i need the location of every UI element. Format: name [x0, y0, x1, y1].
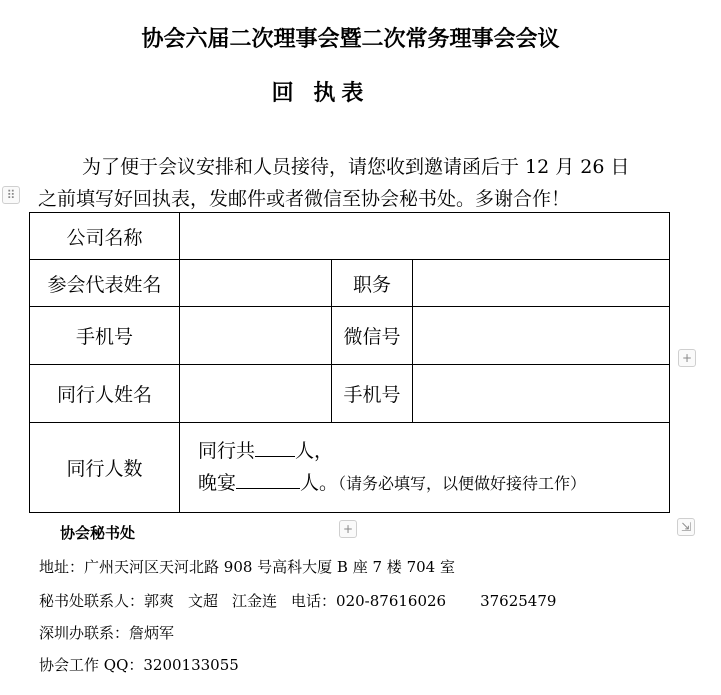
- document-subtitle: 回 执表: [271, 80, 370, 106]
- dinner-count-suffix: 人。: [300, 472, 339, 494]
- footer-phone-2: 37625479: [480, 592, 557, 610]
- dinner-count-blank[interactable]: [236, 468, 300, 489]
- footer-phone: 电话：020-87616026: [291, 592, 447, 610]
- companion-name-label: 同行人姓名: [30, 365, 180, 423]
- footer-shenzhen-contact: 深圳办联系：詹炳军: [39, 624, 175, 642]
- representative-name-label: 参会代表姓名: [30, 260, 180, 307]
- plus-icon[interactable]: +: [678, 349, 696, 367]
- footer-contact-1: 秘书处联系人：郭爽: [39, 592, 175, 610]
- companion-count-suffix: 人，: [295, 440, 334, 462]
- dinner-count-line: [180, 467, 669, 500]
- footer-contact-3: 江金连: [232, 592, 278, 610]
- representative-name-field[interactable]: [180, 260, 332, 307]
- document-title: 协会六届二次理事会暨二次常务理事会会议: [141, 26, 560, 52]
- intro-line-2: 之前填写好回执表，发邮件或者微信至协会秘书处。多谢合作！: [38, 188, 571, 210]
- dinner-note: （请务必填写，以便做好接待工作）: [338, 474, 587, 493]
- companion-count-cell[interactable]: [180, 423, 670, 513]
- intro-line-1: 为了便于会议安排和人员接待，请您收到邀请函后于 12 月 26 日: [82, 156, 630, 178]
- wechat-label: 微信号: [332, 307, 413, 365]
- position-label: 职务: [332, 260, 413, 307]
- company-name-label: 公司名称: [30, 213, 180, 260]
- wechat-field[interactable]: [413, 307, 670, 365]
- reply-form-table: [29, 212, 670, 513]
- resize-corner-icon[interactable]: ⇲: [677, 518, 695, 536]
- companion-count-label: 同行人数: [30, 423, 180, 513]
- position-field[interactable]: [413, 260, 670, 307]
- phone-label: 手机号: [30, 307, 180, 365]
- companion-name-field[interactable]: [180, 365, 332, 423]
- footer-org: 协会秘书处: [60, 524, 136, 542]
- footer-contact-2: 文超: [188, 592, 219, 610]
- companion-count-line: [180, 435, 669, 467]
- company-name-field[interactable]: [180, 213, 670, 260]
- companion-count-blank[interactable]: [255, 436, 295, 457]
- companion-phone-field[interactable]: [413, 365, 670, 423]
- phone-field[interactable]: [180, 307, 332, 365]
- move-handle-icon[interactable]: ⠿: [2, 186, 20, 204]
- companion-count-prefix: 同行共: [198, 440, 256, 462]
- footer-qq: 协会工作 QQ：3200133055: [39, 656, 239, 674]
- plus-icon[interactable]: +: [339, 520, 357, 538]
- footer-address: 地址：广州天河区天河北路 908 号高科大厦 B 座 7 楼 704 室: [39, 558, 455, 576]
- companion-phone-label: 手机号: [332, 365, 413, 423]
- footer-contacts: [39, 590, 556, 611]
- dinner-count-prefix: 晚宴: [198, 472, 237, 494]
